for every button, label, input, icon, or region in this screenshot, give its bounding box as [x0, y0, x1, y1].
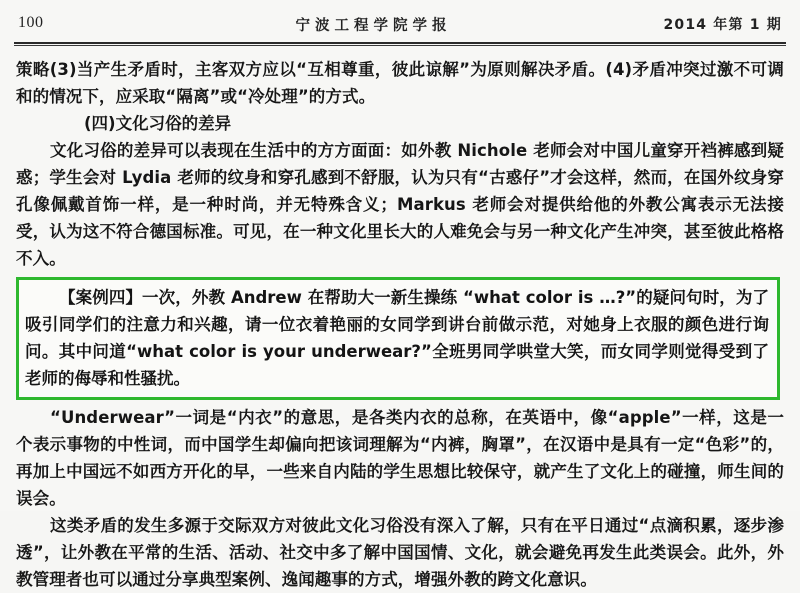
case-four-text: 【案例四】一次，外教 Andrew 在帮助大一新生操练 “what color is …?”的疑问句时，为了吸引同学们的注意力和兴趣，请一位衣着艳丽的女同学到讲台前做示范，对她身上衣服的颜色进行询问。其中问道“what color is your underwear?”全班男同学哄堂大笑，而女同学则觉得受到了老师的侮辱和性骚扰。: [25, 288, 769, 388]
header-rule-thin: [14, 45, 786, 46]
paragraph-underwear-analysis: “Underwear”一词是“内衣”的意思，是各类内衣的总称，在英语中，像“apple”一样，这是一个表示事物的中性词，而中国学生却偏向把该词理解为“内裤，胸罩”，在汉语中是具有一定“色彩”的，再加上中国远不如西方开化的早，一些来自内陆的学生思想比较保守，就产生了文化上的碰撞，师生间的误会。: [16, 408, 784, 508]
highlighted-case-box: [16, 277, 780, 400]
page-number: 100: [18, 14, 44, 31]
issue-label: 2014 年第 1 期: [663, 17, 782, 33]
subheading-cultural-customs: (四)文化习俗的差异: [84, 114, 232, 133]
paragraph-strategies: 策略(3)当产生矛盾时，主客双方应以“互相尊重，彼此谅解”为原则解决矛盾。(4)矛盾冲突过激不可调和的情况下，应采取“隔离”或“冷处理”的方式。: [16, 60, 784, 106]
body-column: [16, 56, 784, 593]
header-rule: [14, 42, 786, 47]
journal-title: 宁波工程学院学报: [295, 18, 452, 34]
paragraph-cultural-differences: 文化习俗的差异可以表现在生活中的方方面面：如外教 Nichole 老师会对中国儿童穿开裆裤感到疑惑；学生会对 Lydia 老师的纹身和穿孔感到不舒服，认为只有“古惑仔”才会这样，然而，在国外纹身穿孔像佩戴首饰一样，是一种时尚，并无特殊含义；Markus 老师会对提供给他的外教公寓表示无法接受，认为这不符合德国标准。可见，在一种文化里长大的人难免会与另一种文化产生冲突，甚至彼此格格不入。: [16, 141, 784, 268]
paragraph-conclusion: 这类矛盾的发生多源于交际双方对彼此文化习俗没有深入了解，只有在平日通过“点滴积累，逐步渗透”，让外教在平常的生活、活动、社交中多了解中国国情、文化，就会避免再发生此类误会。此外，外教管理者也可以通过分享典型案例、逸闻趣事的方式，增强外教的跨文化意识。: [16, 516, 784, 589]
running-head: [18, 14, 782, 40]
